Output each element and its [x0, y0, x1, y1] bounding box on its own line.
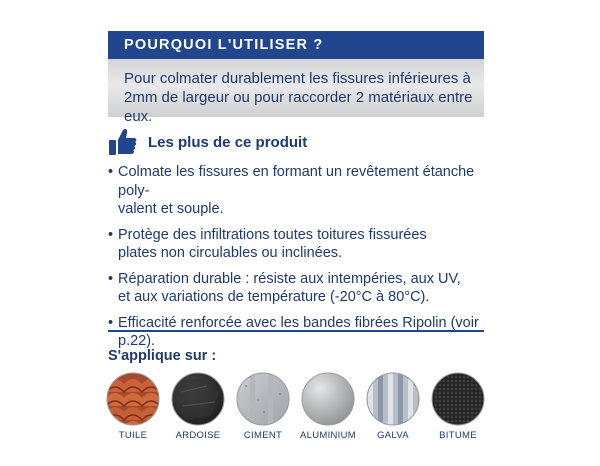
tile-swatch-icon: [106, 372, 160, 426]
material-label: ALUMINIUM: [299, 430, 356, 441]
material-label: TUILE: [118, 430, 148, 441]
material-slate: [165, 372, 231, 441]
benefit-line: Réparation durable : résiste aux intempéries, aux UV,: [118, 270, 461, 287]
bullet: •: [108, 164, 114, 180]
benefits-title: Les plus de ce produit: [148, 133, 308, 151]
benefit-item: [108, 163, 488, 219]
why-use-title: POURQUOI L'UTILISER ?: [124, 37, 324, 53]
benefits-heading: [108, 128, 307, 156]
material-label: ARDOISE: [175, 430, 221, 441]
bullet: •: [108, 314, 114, 331]
benefits-list: [108, 163, 488, 358]
cement-swatch-icon: [236, 372, 290, 426]
benefit-line: Protège des infiltrations toutes toitures fissurées: [118, 226, 427, 243]
why-use-line: Pour colmater durablement les fissures inférieures à: [124, 70, 471, 87]
bullet: •: [108, 270, 114, 287]
material-aluminium: [295, 372, 361, 441]
benefit-line: valent et souple.: [118, 201, 224, 217]
bullet: •: [108, 226, 114, 243]
galva-swatch-icon: [366, 372, 420, 426]
material-bitumen: [425, 372, 491, 441]
material-label: BITUME: [439, 430, 477, 441]
material-label: CIMENT: [243, 430, 283, 441]
why-use-header: [108, 31, 484, 59]
aluminium-swatch-icon: [301, 372, 355, 426]
bitumen-swatch-icon: [431, 372, 485, 426]
section-divider: [108, 330, 484, 332]
why-use-line: 2mm de largeur ou pour raccorder 2 matériaux entre eux.: [124, 89, 473, 125]
benefit-item: [108, 270, 488, 307]
material-galva: [360, 372, 426, 441]
slate-swatch-icon: [171, 372, 225, 426]
benefit-line: plates non circulables ou inclinées.: [118, 245, 343, 261]
applies-on-title: S'applique sur :: [108, 348, 217, 364]
material-tile: [100, 372, 166, 441]
benefit-line: et aux variations de température (-20°C à 80°C).: [118, 289, 430, 305]
material-cement: [230, 372, 296, 441]
benefit-item: [108, 314, 488, 351]
why-use-body: [108, 59, 484, 125]
benefit-item: [108, 226, 488, 263]
material-label: GALVA: [377, 430, 409, 441]
benefit-line: Efficacité renforcée avec les bandes fibrées Ripolin (voir p.22).: [118, 314, 479, 349]
benefit-line: Colmate les fissures en formant un revêtement étanche poly-: [118, 164, 475, 199]
thumbs-up-icon: [108, 127, 138, 157]
materials-row: [100, 372, 492, 442]
